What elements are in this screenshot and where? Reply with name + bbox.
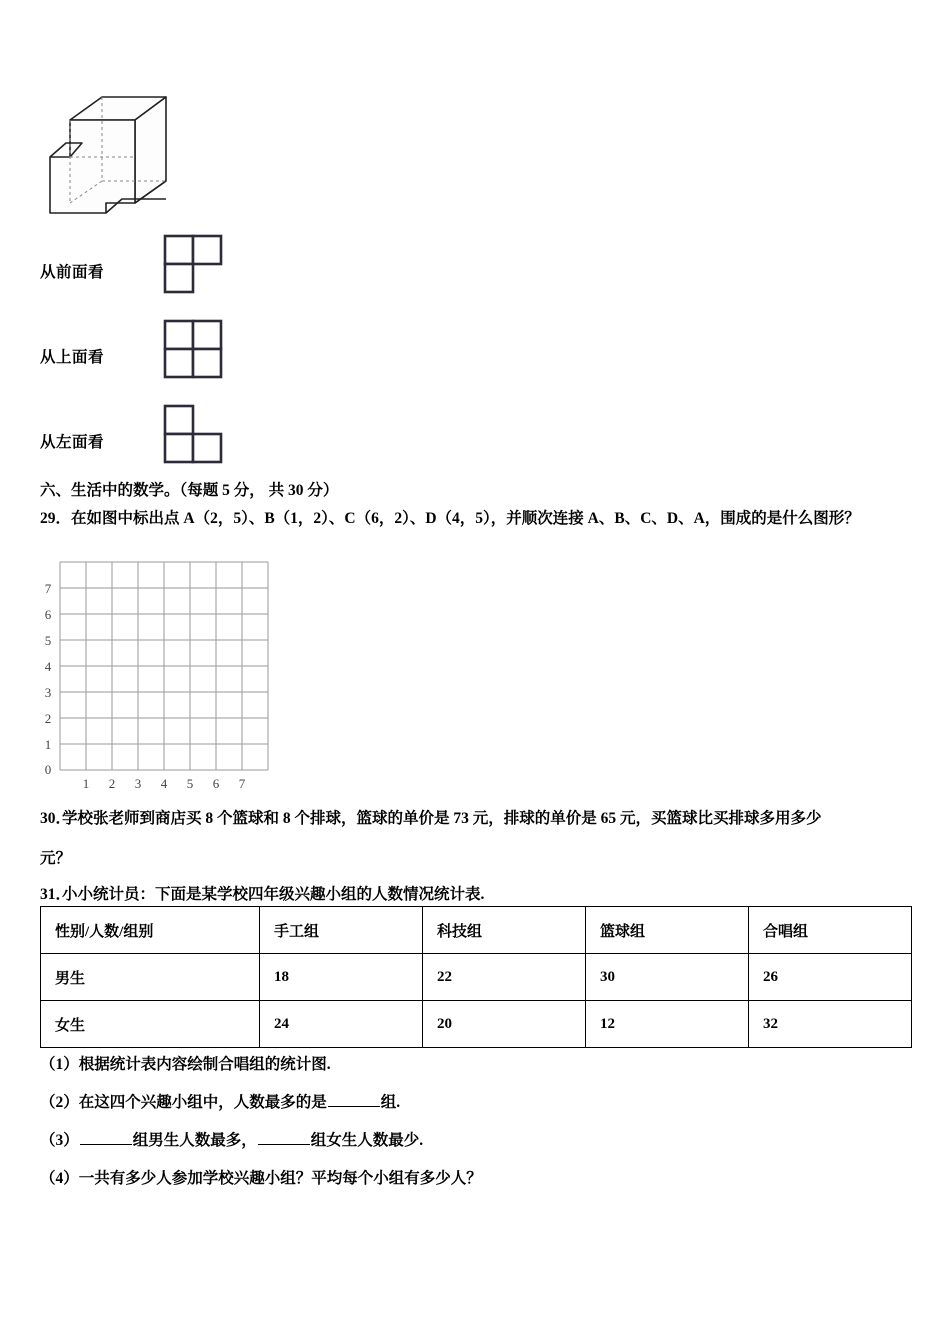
view-label-front: 从前面看: [40, 263, 105, 281]
answer-blank-3-2[interactable]: [258, 1129, 310, 1145]
table-row: [41, 1001, 912, 1048]
table-header-cell-2: 科技组: [423, 907, 586, 954]
sub-question-2-text-b: 组.: [380, 1094, 401, 1111]
sub-question-2-number: （2）: [40, 1094, 79, 1111]
sub-question-4-text: 一共有多少人参加学校兴趣小组？平均每个小组有多少人？: [78, 1170, 482, 1187]
table-cell-female-3: 32: [749, 1001, 912, 1048]
table-cell-male-3: 26: [749, 954, 912, 1001]
view-label-left: 从左面看: [40, 433, 105, 451]
sub-question-1-number: （1）: [40, 1056, 79, 1073]
grid-x-label-2: 2: [108, 776, 116, 791]
table-row: [41, 954, 912, 1001]
table-cell-male-1: 22: [423, 954, 586, 1001]
grid-x-label-6: 6: [212, 776, 220, 791]
front-view-shape: [160, 231, 240, 311]
table-row-label-female: 女生: [41, 1001, 260, 1048]
answer-blank-2-1[interactable]: [328, 1091, 380, 1107]
table-cell-female-0: 24: [260, 1001, 423, 1048]
grid-y-label-4: 4: [44, 659, 52, 674]
statistics-table: [40, 906, 912, 1048]
section-header: 六、生活中的数学。（每题 5 分， 共 30 分）: [40, 482, 339, 499]
grid-x-label-4: 4: [160, 776, 168, 791]
grid-x-label-5: 5: [186, 776, 194, 791]
table-header-row: [41, 907, 912, 954]
coordinate-grid: [34, 548, 300, 796]
grid-y-label-3: 3: [44, 685, 52, 700]
grid-y-label-7: 7: [44, 581, 52, 596]
sub-question-4-number: （4）: [40, 1170, 79, 1187]
question-31-text: 小小统计员：下面是某学校四年级兴趣小组的人数情况统计表.: [62, 886, 485, 903]
sub-question-1-text: 根据统计表内容绘制合唱组的统计图.: [78, 1056, 331, 1073]
table-cell-female-1: 20: [423, 1001, 586, 1048]
sub-question-1: [40, 1052, 331, 1074]
grid-y-label-5: 5: [44, 633, 52, 648]
table-header-cell-1: 手工组: [260, 907, 423, 954]
sub-question-4: [40, 1166, 482, 1188]
table-row-label-male: 男生: [41, 954, 260, 1001]
question-30-line1: 学校张老师到商店买 8 个篮球和 8 个排球，篮球的单价是 73 元，排球的单价是 65 元，买篮球比买排球多用多少: [62, 810, 822, 827]
view-row-top: [40, 313, 340, 398]
view-row-front: [40, 228, 340, 313]
table-cell-male-0: 18: [260, 954, 423, 1001]
question-29: [40, 506, 860, 532]
sub-question-3-number: （3）: [40, 1132, 79, 1149]
sub-question-3: [40, 1128, 423, 1150]
view-row-left: [40, 398, 340, 483]
orthographic-views: [40, 228, 340, 483]
sub-question-3-text-a: 组男生人数最多，: [132, 1132, 257, 1149]
solid-figure: [40, 85, 175, 225]
table-header-cell-0: 性别/人数/组别: [41, 907, 260, 954]
table-header-cell-3: 篮球组: [586, 907, 749, 954]
grid-x-label-3: 3: [134, 776, 142, 791]
grid-x-label-1: 1: [82, 776, 90, 791]
grid-y-label-2: 2: [44, 711, 52, 726]
sub-question-2: [40, 1090, 400, 1112]
grid-y-label-0: 0: [44, 762, 52, 777]
question-29-text: 在如图中标出点 A（2，5）、B（1，2）、C（6，2）、D（4，5），并顺次连接 A、B、C、D、A，围成的是什么图形？: [71, 510, 860, 527]
view-label-top: 从上面看: [40, 348, 105, 366]
question-30-number: 30．: [40, 810, 72, 827]
question-30-line2: 元？: [40, 850, 72, 867]
grid-y-label-6: 6: [44, 607, 52, 622]
grid-x-label-7: 7: [238, 776, 246, 791]
table-cell-female-2: 12: [586, 1001, 749, 1048]
answer-blank-3-1[interactable]: [80, 1129, 132, 1145]
left-view-shape: [160, 401, 240, 481]
question-31-number: 31．: [40, 886, 72, 903]
question-29-number: 29．: [40, 510, 72, 527]
table-cell-male-2: 30: [586, 954, 749, 1001]
sub-question-2-text-a: 在这四个兴趣小组中，人数最多的是: [78, 1094, 327, 1111]
grid-y-label-1: 1: [44, 737, 52, 752]
table-header-cell-4: 合唱组: [749, 907, 912, 954]
sub-question-3-text-b: 组女生人数最少.: [310, 1132, 424, 1149]
top-view-shape: [160, 316, 240, 396]
